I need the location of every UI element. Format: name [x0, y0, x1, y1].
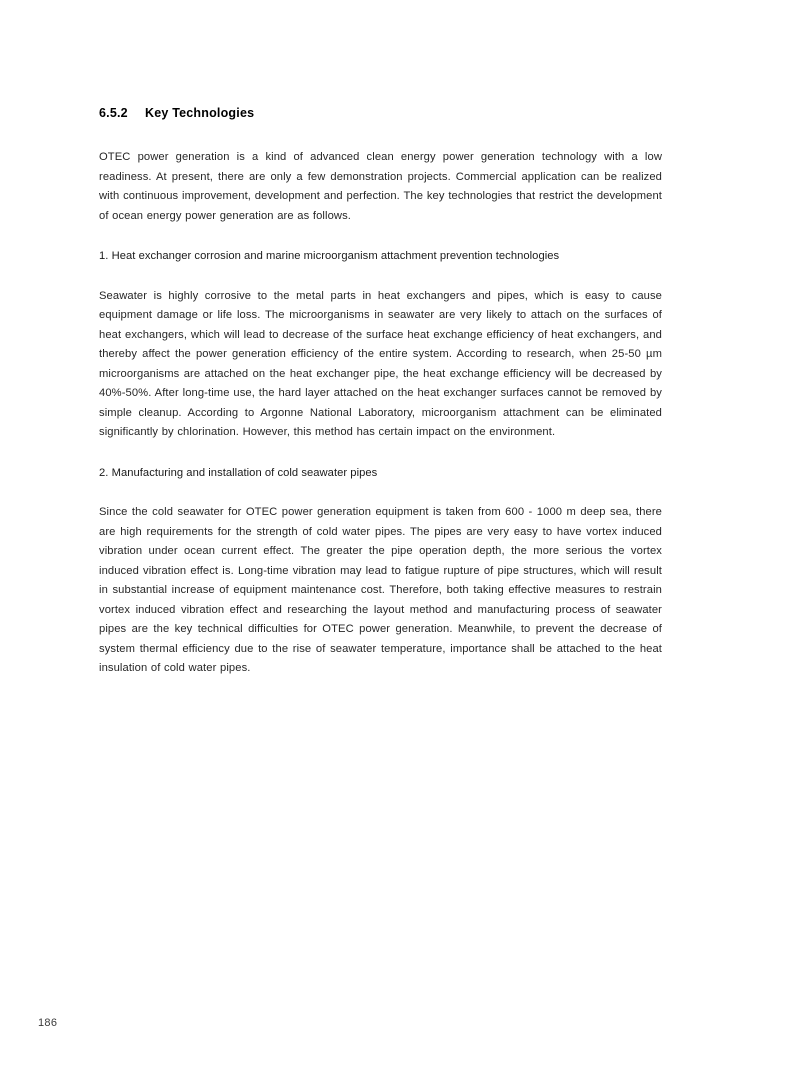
subheading-1: 1. Heat exchanger corrosion and marine microorganism attachment prevention technologies	[99, 250, 560, 262]
page-number: 186	[38, 1017, 58, 1029]
section-heading	[99, 106, 662, 120]
section-number: 6.5.2	[99, 106, 128, 120]
paragraph-intro: OTEC power generation is a kind of advanced clean energy power generation technology with a low readiness. At present, there are only a few demonstration projects. Commercial application can be realized with continuous improvement, development and perfection. The key technologies that restrict the development of ocean energy power generation are as follows.	[99, 151, 662, 222]
paragraph-heat-exchanger: Seawater is highly corrosive to the metal parts in heat exchangers and pipes, which is easy to cause equipment damage or life loss. The microorganisms in seawater are very likely to attach on the surfaces of heat exchangers, which will lead to decrease of the surface heat exchange efficiency of heat exchangers, and thereby affect the power generation efficiency of the entire system. According to research, when 25-50 µm microorganisms are attached on the heat exchanger pipe, the heat exchange efficiency will be decreased by 40%-50%. After long-time use, the hard layer attached on the heat exchanger surfaces cannot be removed by simple cleanup. According to Argonne National Laboratory, microorganism attachment can be eliminated significantly by chlorination. However, this method has certain impact on the environment.	[99, 289, 662, 438]
section-title: Key Technologies	[145, 106, 255, 120]
paragraph-cold-seawater-pipes: Since the cold seawater for OTEC power generation equipment is taken from 600 - 1000 m deep sea, there are high requirements for the strength of cold water pipes. The pipes are very easy to have vortex induced vibration under ocean current effect. The greater the pipe operation depth, the more serious the vortex induced vibration effect is. Long-time vibration may lead to fatigue rupture of pipe structures, which will result in substantial increase of equipment maintenance cost. Therefore, both taking effective measures to restrain vortex induced vibration effect and researching the layout method and manufacturing process of seawater pipes are the key technical difficulties for OTEC power generation. Meanwhile, to prevent the decrease of system thermal efficiency due to the rise of seawater temperature, importance shall be attached to the heat insulation of cold water pipes.	[99, 506, 662, 674]
page-content	[99, 106, 662, 679]
subheading-2: 2. Manufacturing and installation of cold seawater pipes	[99, 466, 378, 479]
